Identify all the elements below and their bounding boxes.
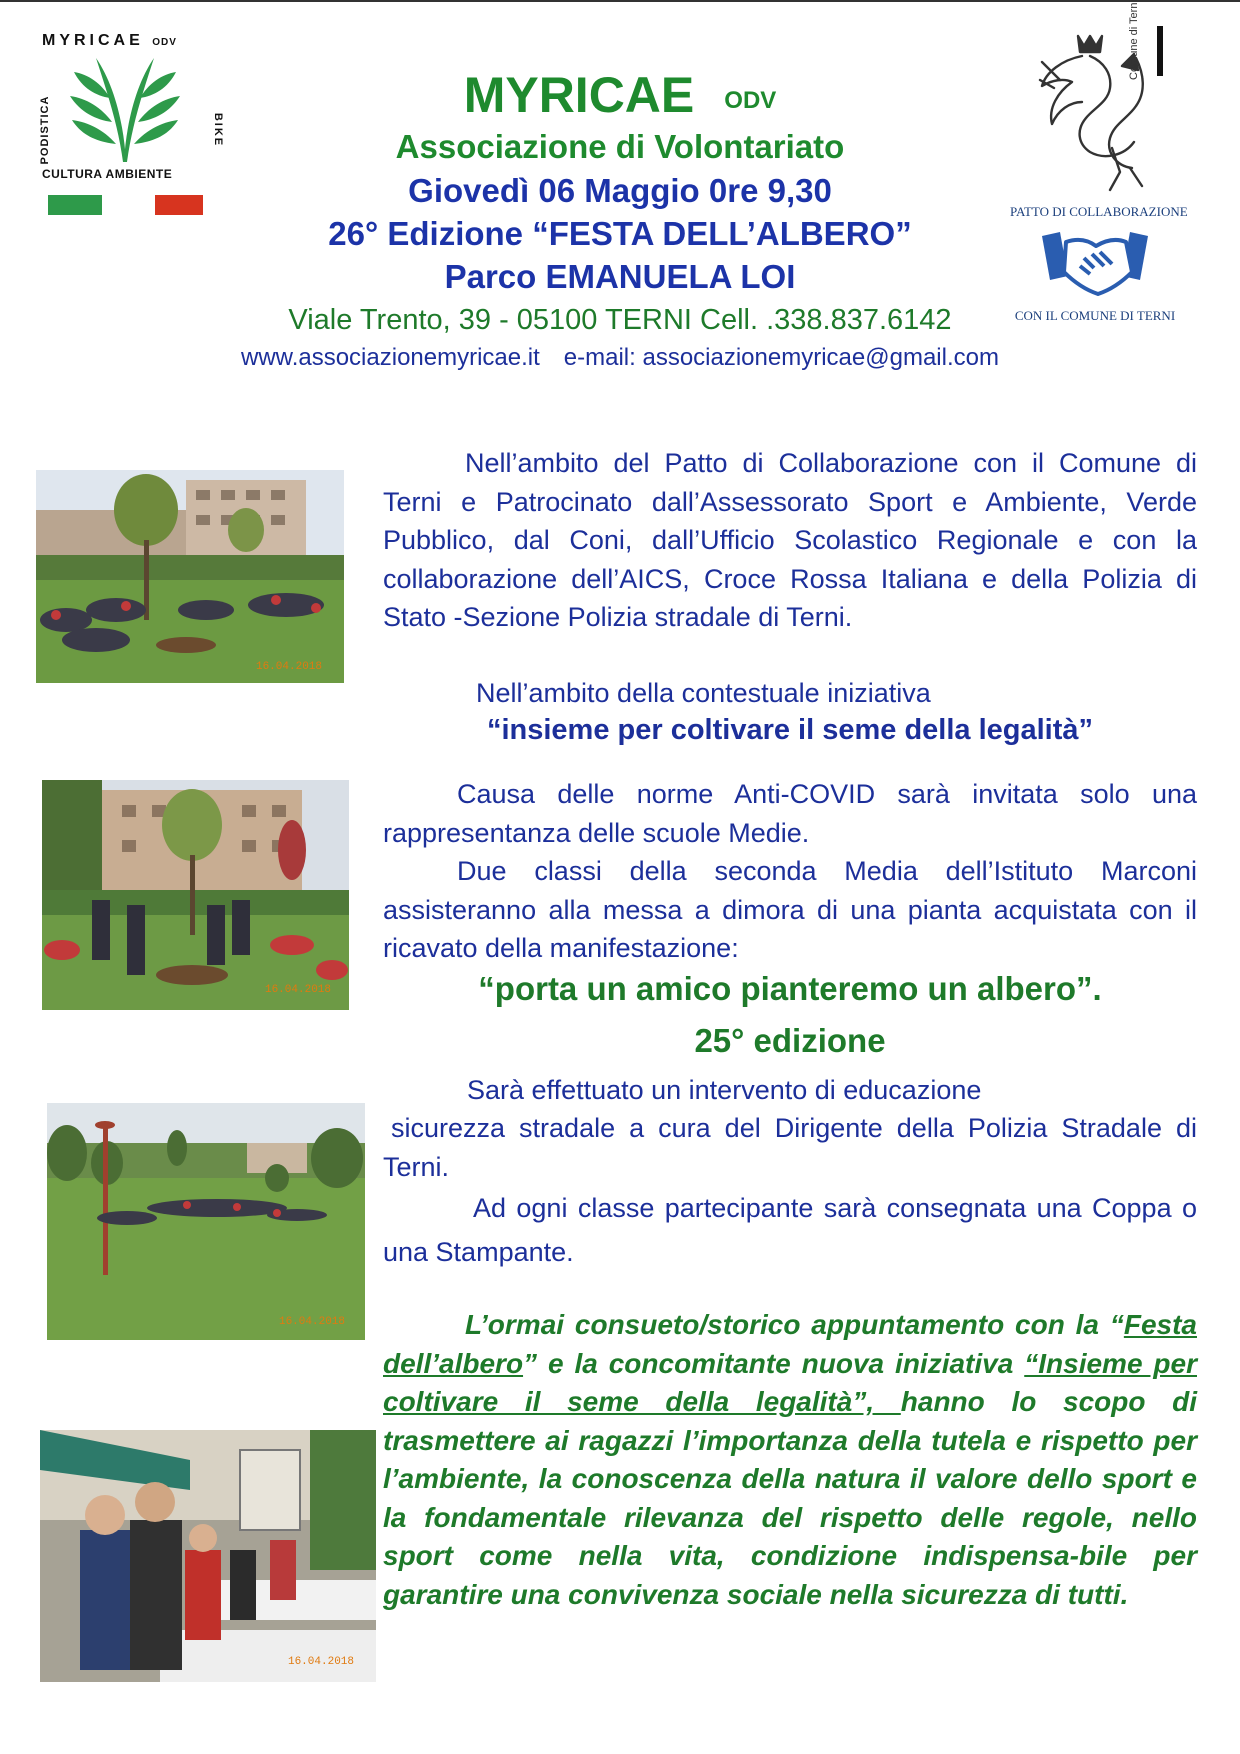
logo-cultura-ambiente: CULTURA AMBIENTE [42,167,173,181]
flag-green-stripe [48,195,102,215]
patto-collaborazione-label: PATTO DI COLLABORAZIONE [1010,204,1188,219]
paragraph-patto: Nell’ambito del Patto di Collaborazione con il Comune di Terni e Patrocinato dall’Assessorato Sport e Ambiente, Verde Pubblico, dal Coni, dall’Ufficio Scolastico Regionale e con la collaborazione dell’AICS, Croce Rossa Italiana e della Polizia di Stato -Sezione Polizia stradale di Terni. [383,448,1197,632]
photo-date-stamp: 16.04.2018 [255,661,322,673]
page-title: MYRICAE ODV [463,67,777,123]
photo-date-stamp: 16.04.2018 [287,1656,354,1668]
paragraph-sicurezza-2: sicurezza stradale a cura del Dirigente della Polizia Stradale di Terni. [383,1113,1197,1182]
logo-bike-label: BIKE [212,112,224,148]
comune-di-terni-label: Comune di Terni [1128,0,1140,80]
photo-tree-planting-2 [42,780,349,1010]
photo-date-stamp: 16.04.2018 [264,984,331,996]
contact-address: Viale Trento, 39 - 05100 TERNI Cell. .338.837.6142 [288,304,952,336]
event-date: Giovedì 06 Maggio 0re 9,30 [408,172,832,209]
top-border [0,0,1240,2]
paragraph-iniziativa: Nell’ambito della contestuale iniziativa [476,678,931,708]
con-il-comune-label: CON IL COMUNE DI TERNI [1014,308,1176,323]
comune-bar [1157,26,1163,76]
logo-podistica-label: PODISTICA [39,95,51,165]
logo-brand: MYRICAE ODV [42,32,177,49]
festa-albero-underlined: Festa dell’albero [383,1309,1197,1379]
email-link[interactable]: e-mail: associazionemyricae@gmail.com [563,344,999,371]
slogan-porta-un-amico: “porta un amico pianteremo un albero”. [478,970,1102,1007]
paragraph-premi: Ad ogni classe partecipante sarà consegnata una Coppa o una Stampante. [383,1193,1197,1267]
edition-25: 25° edizione [694,1022,886,1059]
paragraph-classi: Due classi della seconda Media dell’Istituto Marconi assisteranno alla messa a dimora di una pianta acquistata con il ricavato della manifestazione: [383,856,1197,963]
insieme-legalita-underlined: “Insieme per coltivare il seme della legalità”, [383,1347,1197,1417]
paragraph-sicurezza-1: Sarà effettuato un intervento di educazione [467,1075,982,1105]
slogan-legalita: “insieme per coltivare il seme della legalità” [486,714,1094,746]
photo-tree-planting-1 [36,470,344,683]
paragraph-covid: Causa delle norme Anti-COVID sarà invitata solo una rappresentanza delle scuole Medie. [383,779,1197,848]
paragraph-closing: L’ormai consueto/storico appuntamento con la “Festa dell’albero” e la concomitante nuova iniziativa “Insieme per coltivare il seme della legalità”, hanno lo scopo di trasmettere ai ragazzi l’importanza della tutela e rispetto per l’ambiente, la conoscenza della natura il valore dello sport e la fondamentale rilevanza del rispetto delle regole, nello sport come nella vita, condizione indispensa-bile per garantire una convivenza sociale nella sicurezza di tutti. [383,1309,1198,1610]
photo-students-award [40,1430,376,1682]
website-link[interactable]: www.associazionemyricae.it [241,344,540,371]
association-subtitle: Associazione di Volontariato [395,128,845,165]
photo-park-field [47,1103,365,1340]
photo-date-stamp: 16.04.2018 [278,1316,345,1328]
event-edition: 26° Edizione “FESTA DELL’ALBERO” [328,215,912,252]
event-location: Parco EMANUELA LOI [444,258,796,295]
contact-web [140,344,1100,372]
